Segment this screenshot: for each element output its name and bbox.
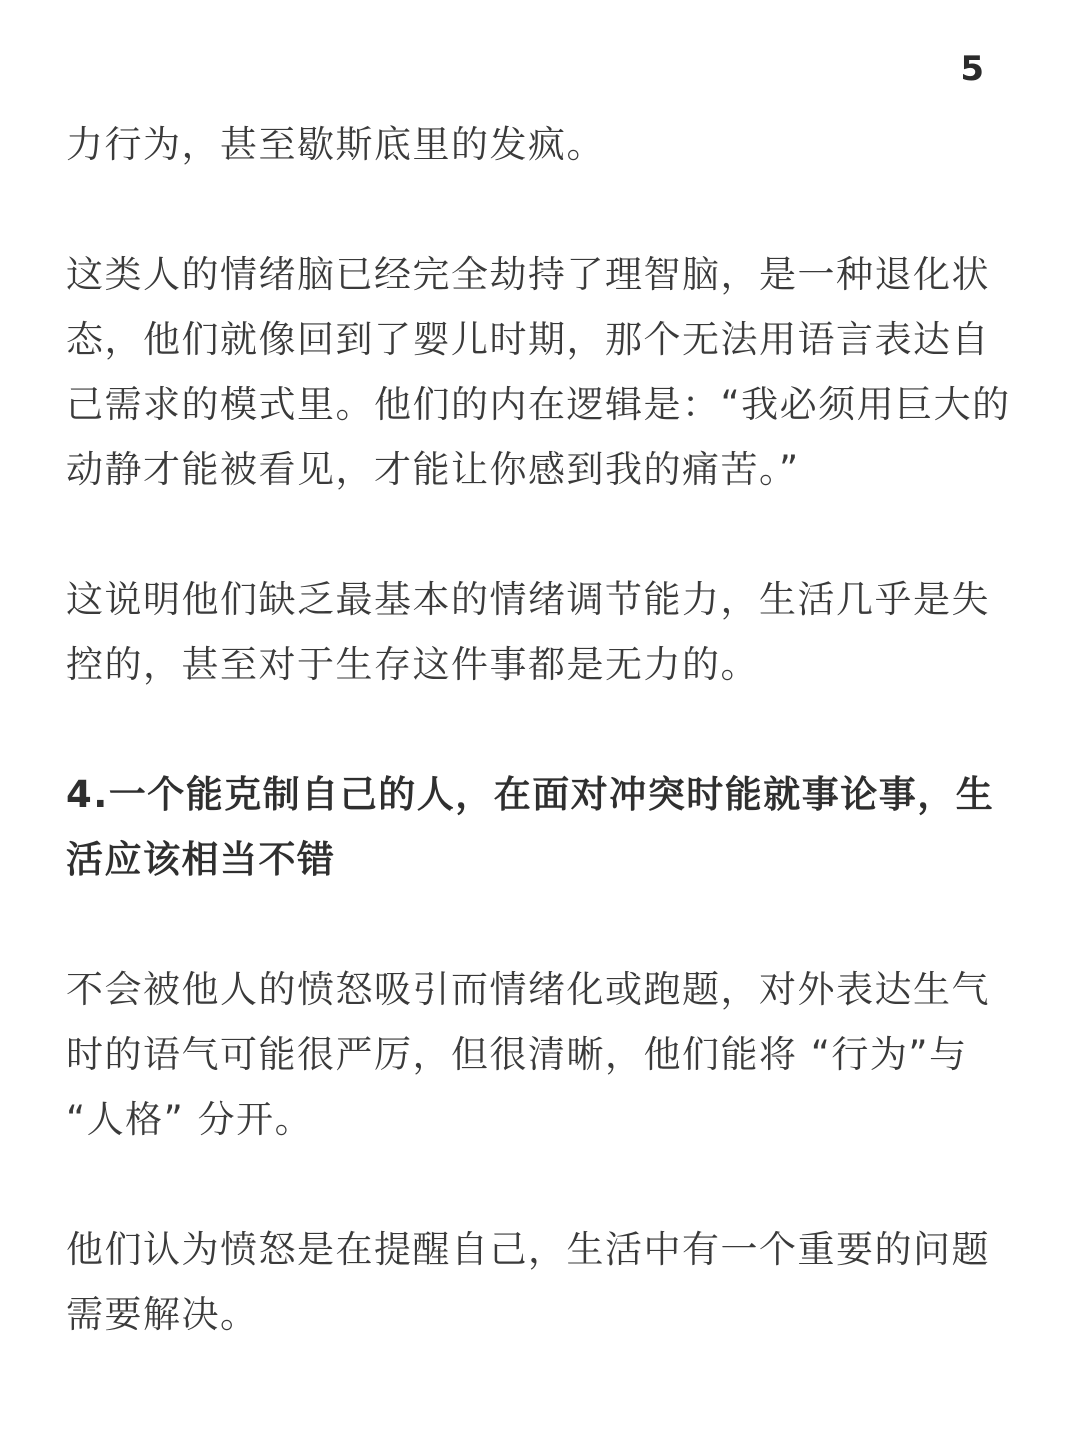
page-number: 5 xyxy=(960,49,984,89)
paragraph-4: 不会被他人的愤怒吸引而情绪化或跑题，对外表达生气时的语气可能很严厉，但很清晰，他们能将 “行为”与 “人格” 分开。 xyxy=(66,968,990,1141)
paragraph-gap xyxy=(66,502,1018,567)
paragraph-gap xyxy=(66,697,1018,762)
paragraph-gap xyxy=(66,1152,1018,1217)
paragraph-2: 这类人的情绪脑已经完全劫持了理智脑，是一种退化状态，他们就像回到了婴儿时期，那个无法用语言表达自己需求的模式里。他们的内在逻辑是：“我必须用巨大的动静才能被看见，才能让你感到我的痛苦。” xyxy=(66,253,1011,491)
section-heading: 4.一个能克制自己的人，在面对冲突时能就事论事，生活应该相当不错 xyxy=(66,773,995,881)
paragraph-3: 这说明他们缺乏最基本的情绪调节能力，生活几乎是失控的，甚至对于生存这件事都是无力的。 xyxy=(66,578,990,686)
paragraph-1: 力行为，甚至歇斯底里的发疯。 xyxy=(66,123,605,166)
paragraph-5: 他们认为愤怒是在提醒自己，生活中有一个重要的问题需要解决。 xyxy=(66,1228,990,1336)
paragraph-gap xyxy=(66,177,1018,242)
paragraph-gap xyxy=(66,892,1018,957)
article-body xyxy=(66,112,1018,1347)
